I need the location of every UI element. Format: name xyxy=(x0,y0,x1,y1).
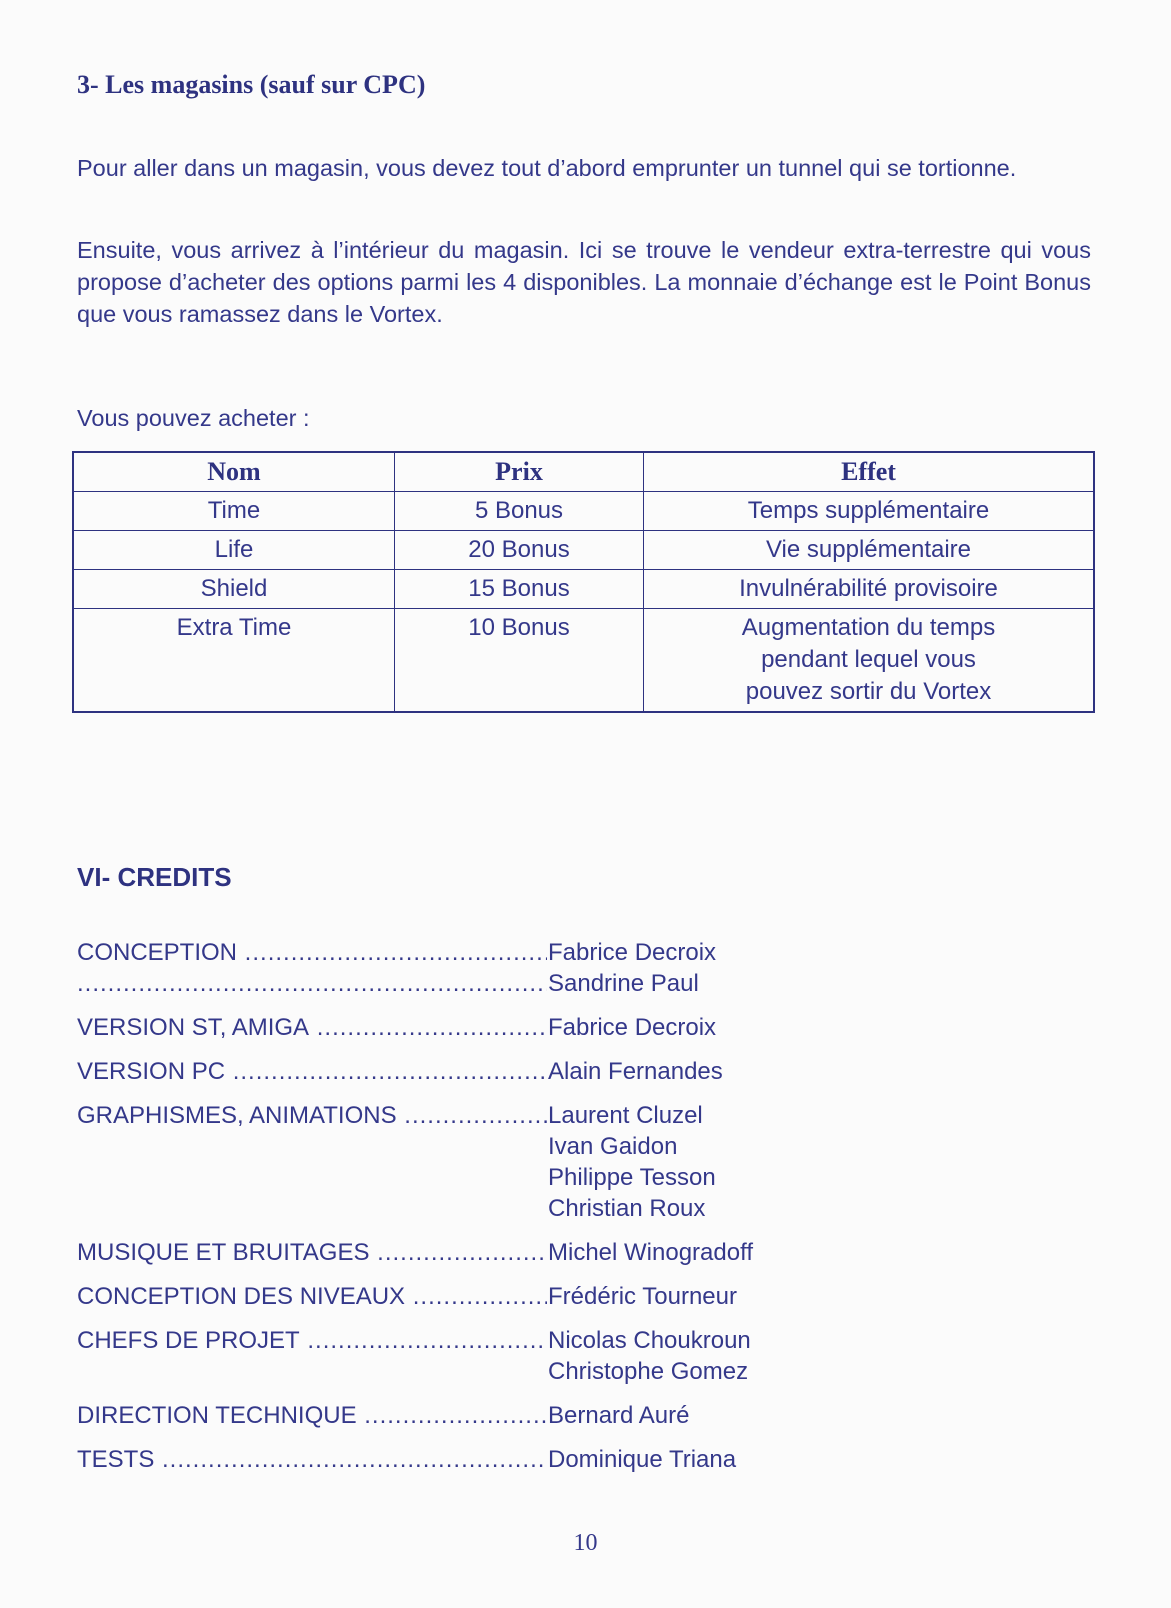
credit-item xyxy=(77,1444,1077,1475)
credit-item xyxy=(77,937,1077,968)
paragraph-tunnel: Pour aller dans un magasin, vous devez tout d’abord emprunter un tunnel qui se tortionne. xyxy=(77,155,1017,181)
credit-names xyxy=(548,1325,1048,1387)
credit-role: TESTS ..... xyxy=(77,1444,547,1475)
credit-role: CONCEPTION ..... xyxy=(77,937,547,968)
credit-role: VERSION ST, AMIGA ..... xyxy=(77,1012,547,1043)
table-row xyxy=(73,609,1094,713)
credit-role: DIRECTION TECHNIQUE ..... xyxy=(77,1400,547,1431)
table-row xyxy=(73,531,1094,570)
credit-name: Philippe Tesson xyxy=(548,1164,716,1191)
table-row xyxy=(73,570,1094,609)
cell-nom: Shield xyxy=(73,570,395,609)
header-nom: Nom xyxy=(73,452,395,492)
credit-name: Laurent Cluzel xyxy=(548,1102,703,1129)
cell-nom: Life xyxy=(73,531,395,570)
credit-names xyxy=(548,1012,1048,1043)
credit-item xyxy=(77,1100,1077,1224)
cell-effet: Vie supplémentaire xyxy=(644,531,1095,570)
cell-prix: 5 Bonus xyxy=(395,492,644,531)
credit-role: CONCEPTION DES NIVEAUX ..... xyxy=(77,1281,547,1312)
effet-line: pouvez sortir du Vortex xyxy=(745,678,992,705)
cell-nom: Extra Time xyxy=(73,609,395,713)
header-effet: Effet xyxy=(644,452,1095,492)
credit-names xyxy=(548,1237,1048,1268)
credit-item xyxy=(77,1281,1077,1312)
credit-role: MUSIQUE ET BRUITAGES ..... xyxy=(77,1237,547,1268)
credit-name: Michel Winogradoff xyxy=(548,1239,753,1266)
credit-name: Sandrine Paul xyxy=(548,970,699,997)
credit-item xyxy=(77,1400,1077,1431)
cell-effet: Temps supplémentaire xyxy=(644,492,1095,531)
credit-names xyxy=(548,937,1048,968)
paragraph-acheter: Vous pouvez acheter : xyxy=(77,405,310,431)
credit-item xyxy=(77,1012,1077,1043)
cell-prix: 20 Bonus xyxy=(395,531,644,570)
credit-name: Bernard Auré xyxy=(548,1402,690,1429)
credits-list xyxy=(77,937,1077,1475)
section-title-magasins: 3- Les magasins (sauf sur CPC) xyxy=(77,70,426,99)
cell-effet: Invulnérabilité provisoire xyxy=(644,570,1095,609)
credit-name: Dominique Triana xyxy=(548,1446,737,1473)
options-table xyxy=(72,451,1095,713)
credit-name: Christian Roux xyxy=(548,1195,706,1222)
credit-item xyxy=(77,968,1077,999)
credit-name: Nicolas Choukroun xyxy=(548,1327,751,1354)
credit-name: Fabrice Decroix xyxy=(548,1014,717,1041)
page-number: 10 xyxy=(573,1530,598,1556)
table-row xyxy=(73,492,1094,531)
paragraph-vendeur: Ensuite, vous arrivez à l’intérieur du magasin. Ici se trouve le vendeur extra-terrestre qui vous propose d’acheter des options parmi les 4 disponibles. La monnaie d’échange est le Point Bonus que vous ramassez dans le Vortex. xyxy=(77,237,1091,327)
credit-item xyxy=(77,1237,1077,1268)
effet-line: Augmentation du temps xyxy=(741,614,996,641)
credit-name: Christophe Gomez xyxy=(548,1358,749,1385)
credit-item xyxy=(77,1056,1077,1087)
credit-role: GRAPHISMES, ANIMATIONS ..... xyxy=(77,1100,547,1131)
header-prix: Prix xyxy=(395,452,644,492)
effet-line: pendant lequel vous xyxy=(761,646,976,673)
cell-prix: 15 Bonus xyxy=(395,570,644,609)
credit-item xyxy=(77,1325,1077,1387)
credit-role-continued xyxy=(77,968,547,999)
credit-role: CHEFS DE PROJET ..... xyxy=(77,1325,547,1356)
credit-role: VERSION PC ..... xyxy=(77,1056,547,1087)
credit-name: Frédéric Tourneur xyxy=(548,1283,737,1310)
credit-names xyxy=(548,1444,1048,1475)
section-title-credits: VI- CREDITS xyxy=(77,862,232,892)
table-header-row xyxy=(73,452,1094,492)
credit-name: Alain Fernandes xyxy=(548,1058,723,1085)
credit-names xyxy=(548,1400,1048,1431)
credit-names xyxy=(548,1056,1048,1087)
cell-nom: Time xyxy=(73,492,395,531)
credit-names xyxy=(548,968,1048,999)
credit-names xyxy=(548,1281,1048,1312)
cell-effet xyxy=(644,609,1095,713)
cell-prix: 10 Bonus xyxy=(395,609,644,713)
credit-names xyxy=(548,1100,1048,1224)
credit-name: Fabrice Decroix xyxy=(548,939,717,966)
credit-name: Ivan Gaidon xyxy=(548,1133,678,1160)
